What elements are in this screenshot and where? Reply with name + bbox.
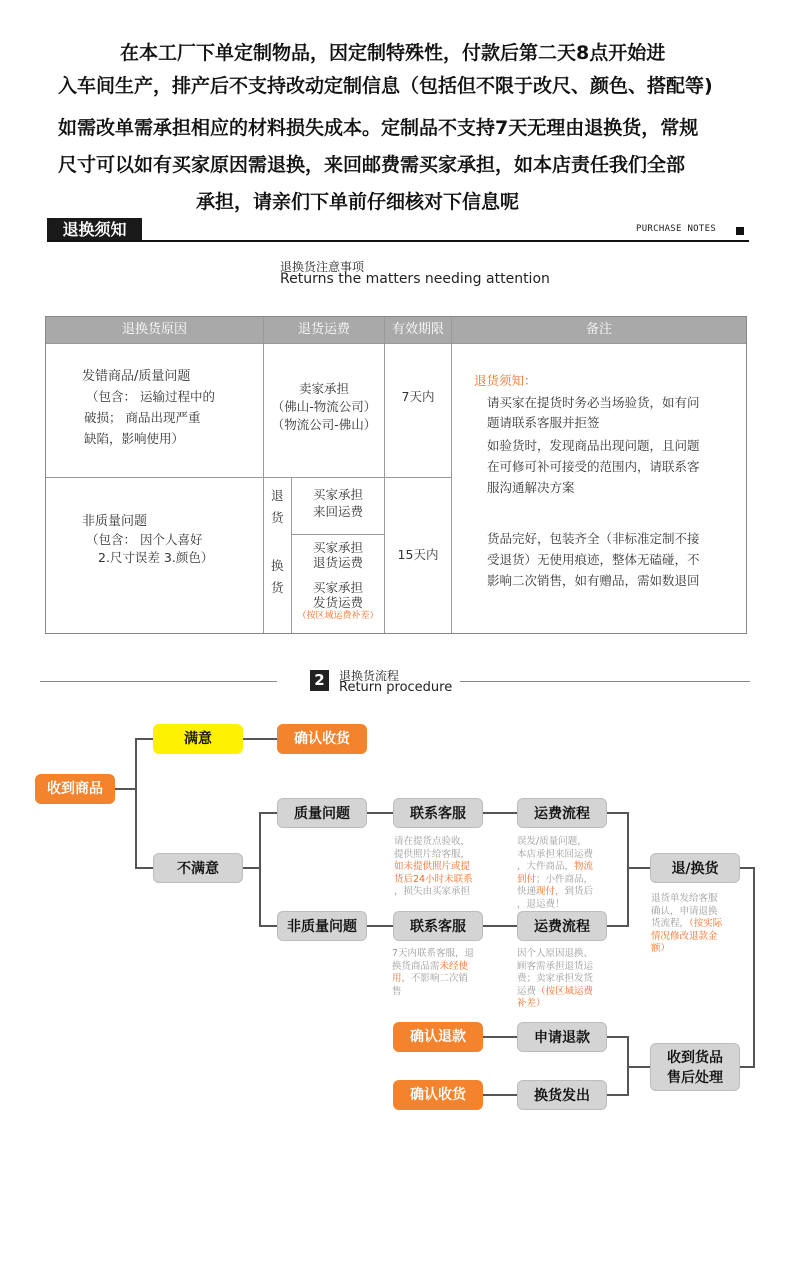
note-span: ，大件商品， [517, 861, 575, 872]
remarks-p1: 请买家在提货时务必当场验货，如有问 [487, 395, 700, 410]
flow-confirm-refund: 确认退款 [393, 1022, 483, 1052]
note-span: 现付 [536, 886, 556, 897]
grid-line [384, 317, 385, 633]
connector [627, 867, 650, 869]
note-line: 货后24小时未联系 [394, 873, 473, 885]
note-line [517, 986, 593, 999]
returns-table [45, 316, 747, 634]
note-line: ，退运费！ [517, 898, 565, 910]
connector [753, 867, 755, 1067]
flow-after-sale-line: 售后处理 [667, 1070, 723, 1086]
note-line: 本店承担来回运费 [517, 848, 594, 860]
connector [259, 812, 261, 926]
note-span: 货流程， [651, 918, 690, 929]
row2-return-label: 退货 [271, 488, 284, 525]
note-span: （按区域运费 [536, 985, 594, 997]
subtitle-cn: 退换货注意事项 [280, 260, 365, 274]
row1-reason-line: 缺陷，影响使用） [84, 431, 185, 446]
connector [607, 1036, 628, 1038]
row2-reason-line: （包含： 因个人喜好 [86, 532, 203, 547]
grid-line [46, 343, 746, 344]
flow-non-quality-issue: 非质量问题 [277, 911, 367, 941]
section2-divider-left [40, 681, 277, 682]
note-line: 如未提供照片或提 [394, 861, 471, 872]
note-contact-1 [394, 836, 473, 899]
section2-title-cn: 退换货流程 [339, 669, 400, 683]
connector [607, 925, 628, 927]
note-span: 快递 [517, 886, 537, 897]
grid-line [451, 317, 452, 633]
note-line: 因个人原因退换、 [517, 948, 594, 959]
connector [483, 1036, 517, 1038]
row1-freight: （佛山-物流公司） [271, 399, 377, 414]
row2-exchange-freight-b: 发货运费 [312, 595, 363, 610]
flow-satisfied: 满意 [153, 724, 243, 754]
connector [259, 925, 277, 927]
flow-after-sale [650, 1043, 740, 1091]
row1-reason-title: 发错商品/质量问题 [82, 369, 191, 384]
note-span: 运费 [517, 985, 537, 997]
connector [483, 925, 517, 927]
subtitle-en: Returns the matters needing attention [280, 271, 550, 287]
remarks-p2: 服沟通解决方案 [487, 480, 575, 495]
connector [243, 738, 277, 740]
intro-line-4: 尺寸可以如有买家原因需退换，来回邮费需买家承担，如本店责任我们全部 [58, 154, 686, 176]
intro-line-2: 入车间生产，排产后不支持改动定制信息（包括但不限于改尺、颜色、搭配等) [58, 75, 713, 97]
table-header-freight: 退货运费 [264, 317, 384, 343]
note-span: ，不影响二次销 [401, 973, 469, 984]
note-line: 退货单发给客服 [651, 893, 718, 904]
table-header-remarks: 备注 [452, 317, 746, 343]
note-line: 提供照片给客服， [394, 848, 471, 860]
note-shipping-2 [517, 948, 593, 1011]
note-line: 请在提货点验收， [394, 836, 471, 847]
row1-period: 7天内 [401, 389, 435, 404]
note-span: ；小件商品， [536, 873, 594, 885]
remarks-p2: 如验货时，发现商品出现问题，且问题 [487, 438, 700, 453]
note-span: 用 [392, 973, 402, 984]
note-line [392, 961, 474, 974]
row2-exchange-freight-a: 买家承担 [312, 540, 363, 555]
square-icon [736, 227, 744, 235]
intro-line-5: 承担，请亲们下单前仔细核对下信息呢 [196, 191, 520, 213]
connector [114, 788, 136, 790]
note-line: 顾客需承担退货运 [517, 960, 594, 972]
remarks-title: 退货须知： [474, 373, 537, 388]
connector [367, 812, 393, 814]
row2-return-freight: 买家承担 [312, 487, 363, 502]
grid-line [46, 477, 451, 478]
note-span: 物流 [574, 861, 594, 872]
note-line: 售 [392, 985, 402, 997]
note-line: 误发/质量问题， [517, 836, 587, 847]
flow-after-sale-line: 收到货品 [667, 1050, 723, 1066]
flow-shipping-process-2: 运费流程 [517, 911, 607, 941]
row2-exchange-freight-a: 退货运费 [312, 555, 363, 570]
note-line: 确认，申请退换 [651, 905, 718, 917]
note-return-exchange [651, 893, 722, 956]
note-line [517, 886, 593, 899]
connector [135, 738, 137, 868]
row1-reason-line: （包含： 运输过程中的 [86, 389, 215, 404]
section-divider [47, 240, 749, 242]
section2-number-badge: 2 [310, 670, 329, 691]
note-line: ，损失由买家承担 [394, 886, 471, 897]
row2-reason-line: 2.尺寸误差 3.颜色） [98, 550, 214, 565]
table-header-reason: 退换货原因 [46, 317, 263, 343]
connector [607, 1094, 628, 1096]
flow-contact-service-2: 联系客服 [393, 911, 483, 941]
section2-divider-right [460, 681, 750, 682]
note-line [517, 861, 593, 874]
note-contact-2 [392, 948, 474, 998]
connector [483, 1094, 517, 1096]
note-span: 到付 [517, 873, 537, 885]
note-shipping-1 [517, 836, 593, 911]
row1-freight: 卖家承担 [298, 381, 349, 396]
note-line [651, 918, 722, 931]
flow-apply-refund: 申请退款 [517, 1022, 607, 1052]
remarks-p3: 货品完好，包装齐全（非标准定制不接 [487, 531, 700, 546]
connector [627, 812, 629, 927]
connector [135, 867, 153, 869]
note-line [392, 973, 474, 986]
remarks-p1: 题请联系客服并拒签 [487, 415, 600, 430]
flow-return-exchange: 退/换货 [650, 853, 740, 883]
section-en-title: PURCHASE NOTES [636, 224, 717, 234]
row2-period: 15天内 [397, 547, 439, 562]
section-tag-purchase-notes: 退换须知 [47, 218, 142, 242]
row2-exchange-label: 换货 [271, 558, 284, 595]
row2-exchange-note: （按区域运费补差） [297, 611, 379, 621]
row2-return-freight: 来回运费 [312, 504, 363, 519]
flow-receive-goods: 收到商品 [35, 774, 115, 804]
intro-line-3: 如需改单需承担相应的材料损失成本。定制品不支持7天无理由退换货，常规 [58, 117, 699, 139]
row2-exchange-freight-b: 买家承担 [312, 580, 363, 595]
note-line: 7天内联系客服，退 [392, 948, 475, 959]
flow-shipping-process-1: 运费流程 [517, 798, 607, 828]
note-line: 额） [651, 943, 671, 954]
grid-line [291, 534, 384, 535]
remarks-p3: 受退货）无使用痕迹，整体无磕碰，不 [487, 552, 700, 567]
remarks-p3: 影响二次销售，如有赠品，需如数退回 [487, 573, 700, 588]
flow-unsatisfied: 不满意 [153, 853, 243, 883]
flow-quality-issue: 质量问题 [277, 798, 367, 828]
row2-reason-title: 非质量问题 [82, 514, 148, 529]
connector [259, 812, 277, 814]
connector [367, 925, 393, 927]
note-line: 情况修改退款金 [651, 930, 718, 942]
connector [607, 812, 628, 814]
note-span: （按实际 [689, 918, 723, 929]
connector [627, 1066, 650, 1068]
section2-title-en: Return procedure [339, 680, 453, 695]
flow-confirm-receipt-top: 确认收货 [277, 724, 367, 754]
row1-freight: （物流公司-佛山） [271, 417, 377, 432]
flow-contact-service-1: 联系客服 [393, 798, 483, 828]
connector [740, 867, 754, 869]
note-line: 费；卖家承担发货 [517, 973, 594, 984]
flow-confirm-receipt-bottom: 确认收货 [393, 1080, 483, 1110]
note-span: ，到货后 [555, 886, 594, 897]
note-line [517, 874, 593, 887]
note-span: 未经使 [439, 960, 469, 972]
grid-line [263, 317, 264, 633]
note-line: 补差） [517, 998, 546, 1009]
row1-reason-line: 破损； 商品出现严重 [84, 410, 201, 425]
connector [483, 812, 517, 814]
table-header-period: 有效期限 [385, 317, 451, 343]
flow-exchange-shipped: 换货发出 [517, 1080, 607, 1110]
intro-line-1: 在本工厂下单定制物品，因定制特殊性，付款后第二天8点开始进 [120, 42, 666, 64]
remarks-p2: 在可修可补可接受的范围内，请联系客 [487, 459, 700, 474]
connector [243, 867, 260, 869]
connector [740, 1066, 755, 1068]
note-span: 换货商品需 [392, 960, 440, 972]
connector [135, 738, 153, 740]
